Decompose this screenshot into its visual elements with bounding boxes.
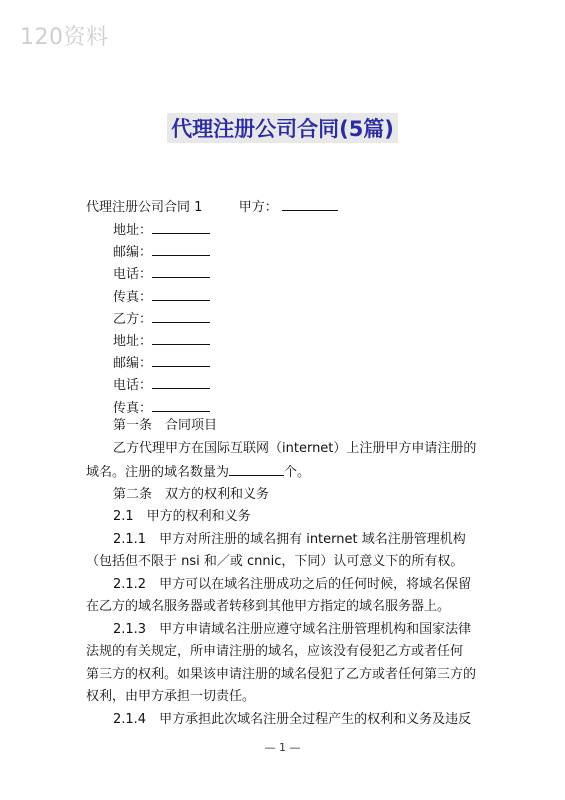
page-number: — 1 — xyxy=(264,741,301,754)
clause-2-1-3-line-4: 权利，由甲方承担一切责任。 xyxy=(86,689,256,704)
contract-label: 代理注册公司合同 1 xyxy=(86,200,203,215)
domain-count-label: 域名。注册的域名数量为 xyxy=(86,465,230,480)
clause-2-1-2-line-1: 2.1.2 甲方可以在域名注册成功之后的任何时候，将域名保留 xyxy=(113,577,472,592)
article-1-line-2 xyxy=(86,463,310,481)
party-field-blank xyxy=(152,399,210,412)
party-field-blank xyxy=(152,221,210,234)
party-field-row xyxy=(113,399,210,417)
article-1-title: 第一条 合同项目 xyxy=(113,418,218,433)
party-field-label: 地址： xyxy=(113,334,153,349)
clause-2-1-1-line-1: 2.1.1 甲方对所注册的域名拥有 internet 域名注册管理机构 xyxy=(113,532,466,547)
clause-2-1-3-line-2: 法规的有关规定，所申请注册的域名，应该没有侵犯乙方或者任何 xyxy=(86,644,464,659)
article-2-title: 第二条 双方的权利和义务 xyxy=(113,487,270,502)
domain-count-unit: 个。 xyxy=(284,465,311,480)
title-text: 代理注册公司合同(5篇) xyxy=(167,113,398,143)
party-field-blank xyxy=(152,354,210,367)
article-1-line-1: 乙方代理甲方在国际互联网（internet）上注册甲方申请注册的 xyxy=(113,441,477,456)
contract-header-line xyxy=(86,198,338,216)
party-field-label: 电话： xyxy=(113,267,153,283)
party-field-label: 传真： xyxy=(113,289,153,305)
section-2-1-heading: 2.1 甲方的权利和义务 xyxy=(113,509,251,524)
party-field-label: 传真： xyxy=(113,400,153,416)
clause-2-1-4-line-1: 2.1.4 甲方承担此次域名注册全过程产生的权利和义务及违反 xyxy=(113,712,472,727)
party-field-label: 地址： xyxy=(113,223,153,238)
document-title xyxy=(0,113,565,143)
domain-count-blank xyxy=(229,463,284,476)
party-field-label: 邮编： xyxy=(113,356,153,372)
party-field-blank xyxy=(152,243,210,256)
party-field-row xyxy=(113,265,210,283)
party-field-label: 电话： xyxy=(113,378,153,394)
party-field-row xyxy=(113,376,210,394)
party-field-blank xyxy=(152,288,210,301)
clause-2-1-1-line-2: （包括但不限于 nsi 和／或 cnnic，下同）认可意义下的所有权。 xyxy=(86,554,464,569)
party-field-blank xyxy=(152,310,210,323)
party-a-label: 甲方： xyxy=(238,200,278,215)
party-field-blank xyxy=(152,265,210,278)
party-field-row xyxy=(113,332,210,350)
party-field-label: 邮编： xyxy=(113,245,153,261)
party-field-row xyxy=(113,288,210,306)
party-field-row xyxy=(113,243,210,261)
clause-2-1-3-line-3: 第三方的权利。如果该申请注册的域名侵犯了乙方或者任何第三方的 xyxy=(86,667,477,682)
party-field-row xyxy=(113,221,210,239)
clause-2-1-3-line-1: 2.1.3 甲方申请域名注册应遵守域名注册管理机构和国家法律 xyxy=(113,622,472,637)
watermark-logo: 120资料 xyxy=(20,25,109,50)
party-field-blank xyxy=(152,332,210,345)
party-field-row xyxy=(113,354,210,372)
party-field-label: 乙方： xyxy=(113,311,153,327)
clause-2-1-2-line-2: 在乙方的域名服务器或者转移到其他甲方指定的域名服务器上。 xyxy=(86,599,451,614)
party-a-blank xyxy=(282,198,338,211)
party-field-row xyxy=(113,310,210,328)
party-field-blank xyxy=(152,376,210,389)
